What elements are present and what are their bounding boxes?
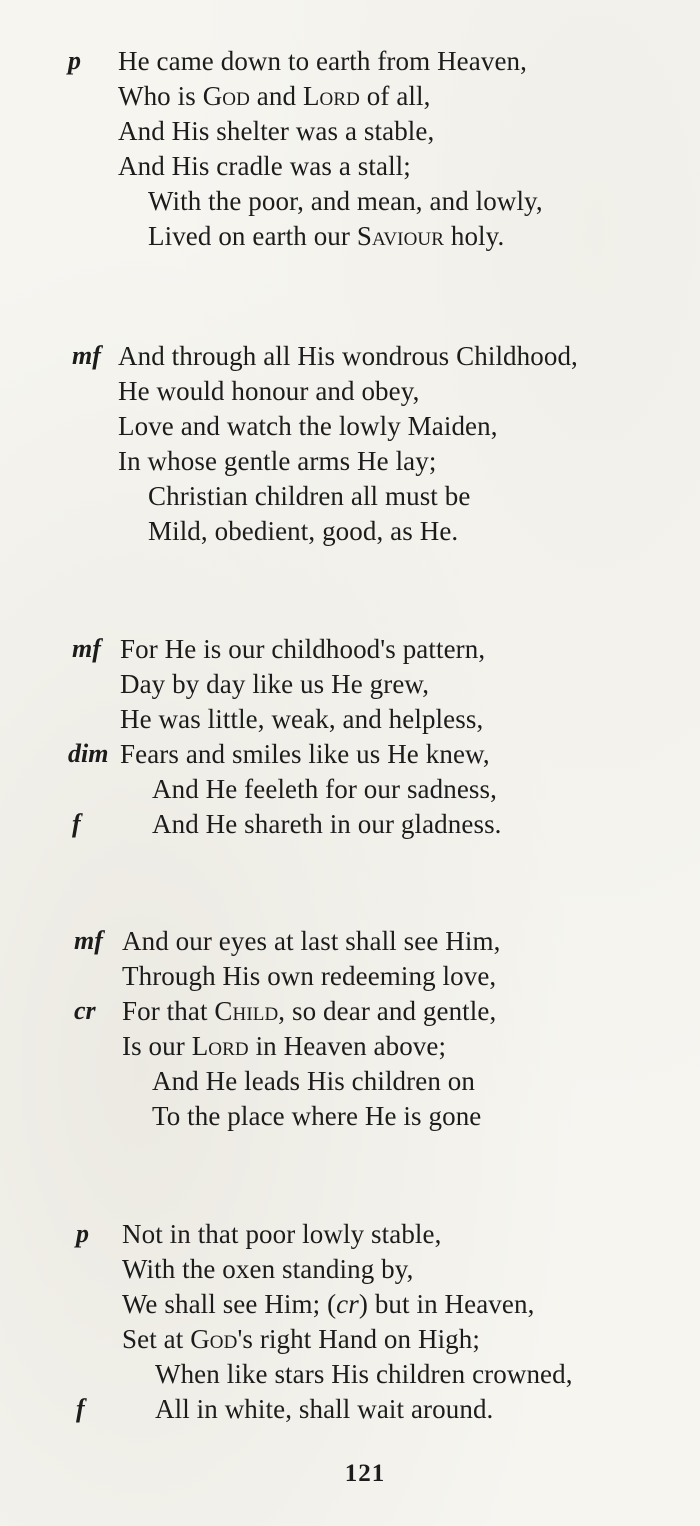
verse-text: Lived on earth our	[148, 221, 357, 251]
verse-line	[148, 480, 470, 512]
verse-text: in Heaven above;	[248, 1031, 447, 1061]
verse-text: Through His own redeeming love,	[122, 961, 497, 991]
verse-text: He would honour and obey,	[118, 376, 420, 406]
dynamic-marking: mf	[72, 634, 101, 663]
verse-line	[120, 633, 485, 665]
small-caps-word: Lord	[302, 81, 360, 111]
verse-line	[122, 925, 500, 957]
page-number: 121	[344, 1460, 386, 1487]
verse-line	[118, 410, 498, 442]
verse-line	[118, 340, 578, 372]
italic-dynamic: cr	[336, 1289, 359, 1319]
verse-text: of all,	[359, 81, 431, 111]
dynamic-marking: f	[76, 1394, 85, 1423]
verse-line	[120, 738, 490, 770]
verse-line	[152, 1100, 481, 1132]
verse-text: Is our	[122, 1031, 192, 1061]
dynamic-marking: p	[76, 1219, 89, 1248]
verse-line	[148, 185, 543, 217]
verse-text: Love and watch the lowly Maiden,	[118, 411, 498, 441]
dynamic-marking: mf	[74, 926, 103, 955]
verse-text: He was little, weak, and helpless,	[120, 704, 484, 734]
verse-line	[118, 445, 436, 477]
dynamic-marking: mf	[72, 341, 101, 370]
verse-text: , so dear and gentle,	[278, 996, 497, 1026]
verse-text: With the poor, and mean, and lowly,	[148, 186, 543, 216]
verse-line	[148, 220, 504, 252]
verse-line	[122, 960, 496, 992]
verse-line	[155, 1393, 493, 1425]
verse-text: Who is	[118, 81, 203, 111]
verse-line	[148, 515, 458, 547]
verse-line	[120, 668, 429, 700]
verse-line	[122, 1288, 534, 1320]
verse-line	[118, 375, 419, 407]
verse-line	[152, 1065, 475, 1097]
small-caps-word: God	[202, 81, 250, 111]
verse-line	[152, 773, 497, 805]
verse-text: Not in that poor lowly stable,	[122, 1219, 442, 1249]
verse-text: And our eyes at last shall see Him,	[122, 926, 501, 956]
small-caps-word: God	[190, 1324, 238, 1354]
verse-text: In whose gentle arms He lay;	[118, 446, 437, 476]
verse-line	[118, 115, 434, 147]
small-caps-word: Child	[214, 996, 279, 1026]
verse-text: And through all His wondrous Childhood,	[118, 341, 578, 371]
verse-text: With the oxen standing by,	[122, 1254, 414, 1284]
verse-line	[122, 1323, 480, 1355]
verse-text: Mild, obedient, good, as He.	[148, 516, 459, 546]
verse-line	[122, 1030, 446, 1062]
dynamic-marking: dim	[68, 739, 109, 768]
verse-text: and	[249, 81, 303, 111]
dynamic-marking: p	[68, 46, 81, 75]
small-caps-word: Saviour	[356, 221, 444, 251]
verse-text: And He leads His children on	[152, 1066, 475, 1096]
verse-text: Christian children all must be	[148, 481, 471, 511]
verse-text: Fears and smiles like us He knew,	[120, 739, 490, 769]
verse-text: We shall see Him; (	[122, 1289, 337, 1319]
verse-text: When like stars His children crowned,	[155, 1359, 573, 1389]
verse-text: For He is our childhood's pattern,	[120, 634, 486, 664]
verse-text: To the place where He is gone	[152, 1101, 482, 1131]
stanza	[0, 925, 700, 1135]
verse-text: And He feeleth for our sadness,	[152, 774, 497, 804]
stanza	[0, 45, 700, 255]
verse-text: And He shareth in our gladness.	[152, 809, 502, 839]
verse-text: Set at	[122, 1324, 191, 1354]
verse-line	[120, 703, 483, 735]
verse-text: ) but in Heaven,	[358, 1289, 535, 1319]
verse-line	[152, 808, 502, 840]
verse-text: And His shelter was a stable,	[118, 116, 435, 146]
dynamic-marking: f	[72, 809, 81, 838]
stanza	[0, 1218, 700, 1428]
verse-text: He came down to earth from Heaven,	[118, 46, 527, 76]
verse-text: holy.	[444, 221, 505, 251]
verse-text: For that	[122, 996, 215, 1026]
stanza	[0, 340, 700, 550]
verse-line	[122, 1253, 413, 1285]
verse-line	[118, 80, 430, 112]
verse-text: All in white, shall wait around.	[155, 1394, 494, 1424]
verse-line	[118, 45, 527, 77]
verse-text: Day by day like us He grew,	[120, 669, 430, 699]
small-caps-word: Lord	[191, 1031, 249, 1061]
verse-line	[122, 1218, 441, 1250]
verse-line	[118, 150, 411, 182]
stanza	[0, 633, 700, 843]
dynamic-marking: cr	[74, 996, 96, 1025]
verse-line	[155, 1358, 573, 1390]
verse-line	[122, 995, 496, 1027]
verse-text: 's right Hand on High;	[237, 1324, 480, 1354]
verse-text: And His cradle was a stall;	[118, 151, 411, 181]
